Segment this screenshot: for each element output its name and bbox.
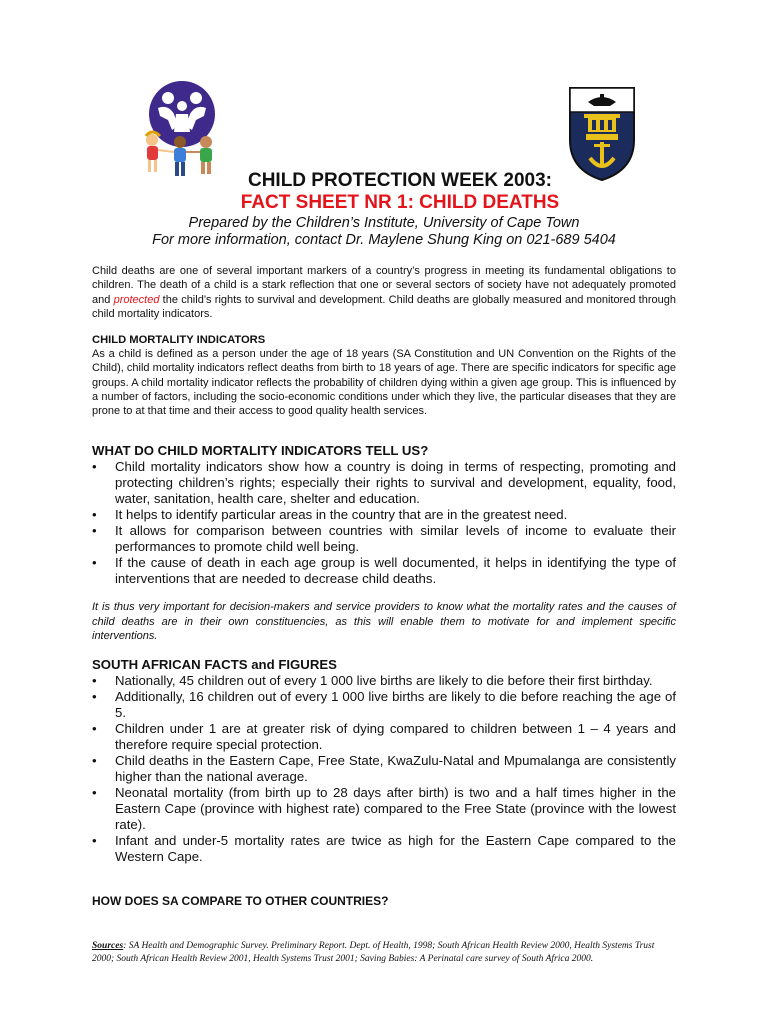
indicators-heading: CHILD MORTALITY INDICATORS [92, 334, 266, 346]
bullet-icon: • [92, 721, 97, 736]
intro-section [92, 264, 676, 321]
tell-us-list [92, 459, 676, 587]
list-item-text: Neonatal mortality (from birth up to 28 days after birth) is two and a half times higher in the Eastern Cape (province with highest rate) compared to the Free State (province with the lowest rate). [115, 785, 676, 832]
indicators-paragraph: As a child is defined as a person under the age of 18 years (SA Constitution and UN Convention on the Rights of the Child), child mortality indicators reflect deaths from birth to 18 years of age. There are specific indicators for specific age groups. A child mortality indicator reflects the probability of children dying within a given age group. This is influenced by a number of factors, including the socio-economic conditions under which they live, the particular diseases that they are prone to at that time and their access to good quality health services. [92, 348, 676, 418]
list-item [92, 673, 676, 689]
list-item-text: If the cause of death in each age group is well documented, it helps in identifying the type of interventions that are needed to decrease child deaths. [115, 555, 676, 586]
list-item [92, 523, 676, 555]
list-item [92, 507, 676, 523]
list-item-text: Children under 1 are at greater risk of dying compared to children between 1 – 4 years and therefore require special protection. [115, 721, 676, 752]
bullet-icon: • [92, 523, 97, 538]
list-item-text: It allows for comparison between countries with similar levels of income to evaluate their performances to promote child well being. [115, 523, 676, 554]
bullet-icon: • [92, 689, 97, 704]
intro-text-start: Child deaths are one of several important markers of a country’s progress in meeting its fundamental obligations to children. The death of a child is a stark reflection that one or several sectors of society have not adequately promoted and [92, 265, 676, 306]
indicators-section [92, 333, 676, 418]
list-item-text: Child deaths in the Eastern Cape, Free State, KwaZulu-Natal and Mpumalanga are consistently higher than the national average. [115, 753, 676, 784]
list-item-text: Additionally, 16 children out of every 1 000 live births are likely to die before reaching the age of 5. [115, 689, 676, 720]
document-subtitle-red: FACT SHEET NR 1: CHILD DEATHS [240, 192, 560, 213]
intro-paragraph [92, 264, 676, 321]
sources-text: : SA Health and Demographic Survey. Preliminary Report. Dept. of Health, 1998; South African Health Review 2000, Health Systems Trust 2000; South African Health Review 2001, Health Systems Trust 2001; Saving Babies: A Perinatal care survey of South Africa 2000. [92, 941, 655, 964]
contact-line: For more information, contact Dr. Maylene Shung King on 021-689 5404 [152, 232, 616, 248]
tell-us-heading: WHAT DO CHILD MORTALITY INDICATORS TELL US? [92, 443, 429, 458]
bullet-icon: • [92, 555, 97, 570]
list-item-text: It helps to identify particular areas in the country that are in the greatest need. [115, 507, 568, 522]
compare-heading: HOW DOES SA COMPARE TO OTHER COUNTRIES? [92, 894, 389, 908]
childrens-institute-logo-icon [134, 80, 224, 184]
sa-facts-list [92, 673, 676, 865]
sa-facts-heading: SOUTH AFRICAN FACTS and FIGURES [92, 657, 337, 672]
sources-footnote [92, 940, 662, 965]
bullet-icon: • [92, 785, 97, 800]
list-item [92, 833, 676, 865]
list-item [92, 753, 676, 785]
list-item [92, 555, 676, 587]
importance-section [92, 600, 676, 644]
list-item [92, 721, 676, 753]
sources-label: Sources [92, 941, 124, 951]
university-crest-icon [566, 84, 638, 182]
bullet-icon: • [92, 507, 97, 522]
bullet-icon: • [92, 673, 97, 688]
list-item-text: Infant and under-5 mortality rates are twice as high for the Eastern Cape compared to the Western Cape. [115, 833, 676, 864]
intro-text-end: the child’s rights to survival and development. Child deaths are globally measured and monitored through child mortality indicators. [92, 293, 676, 320]
document-title: CHILD PROTECTION WEEK 2003: [247, 170, 553, 191]
tell-us-section [92, 443, 676, 587]
sa-facts-section [92, 657, 676, 865]
list-item-text: Nationally, 45 children out of every 1 000 live births are likely to die before their first birthday. [115, 673, 653, 688]
prepared-by-line: Prepared by the Children’s Institute, University of Cape Town [188, 215, 580, 231]
bullet-icon: • [92, 459, 97, 474]
bullet-icon: • [92, 833, 97, 848]
list-item [92, 459, 676, 507]
list-item [92, 689, 676, 721]
list-item [92, 785, 676, 833]
list-item-text: Child mortality indicators show how a country is doing in terms of respecting, promoting and protecting children’s rights; especially their rights to survival and development, equality, food, water, sanitation, health care, shelter and education. [115, 459, 676, 506]
intro-emphasis: protected [113, 293, 160, 306]
compare-section [92, 894, 676, 908]
importance-paragraph: It is thus very important for decision-makers and service providers to know what the mortality rates and the causes of child deaths are in their own constituencies, as this will enable them to motivate for and implement specific interventions. [92, 601, 676, 642]
bullet-icon: • [92, 753, 97, 768]
